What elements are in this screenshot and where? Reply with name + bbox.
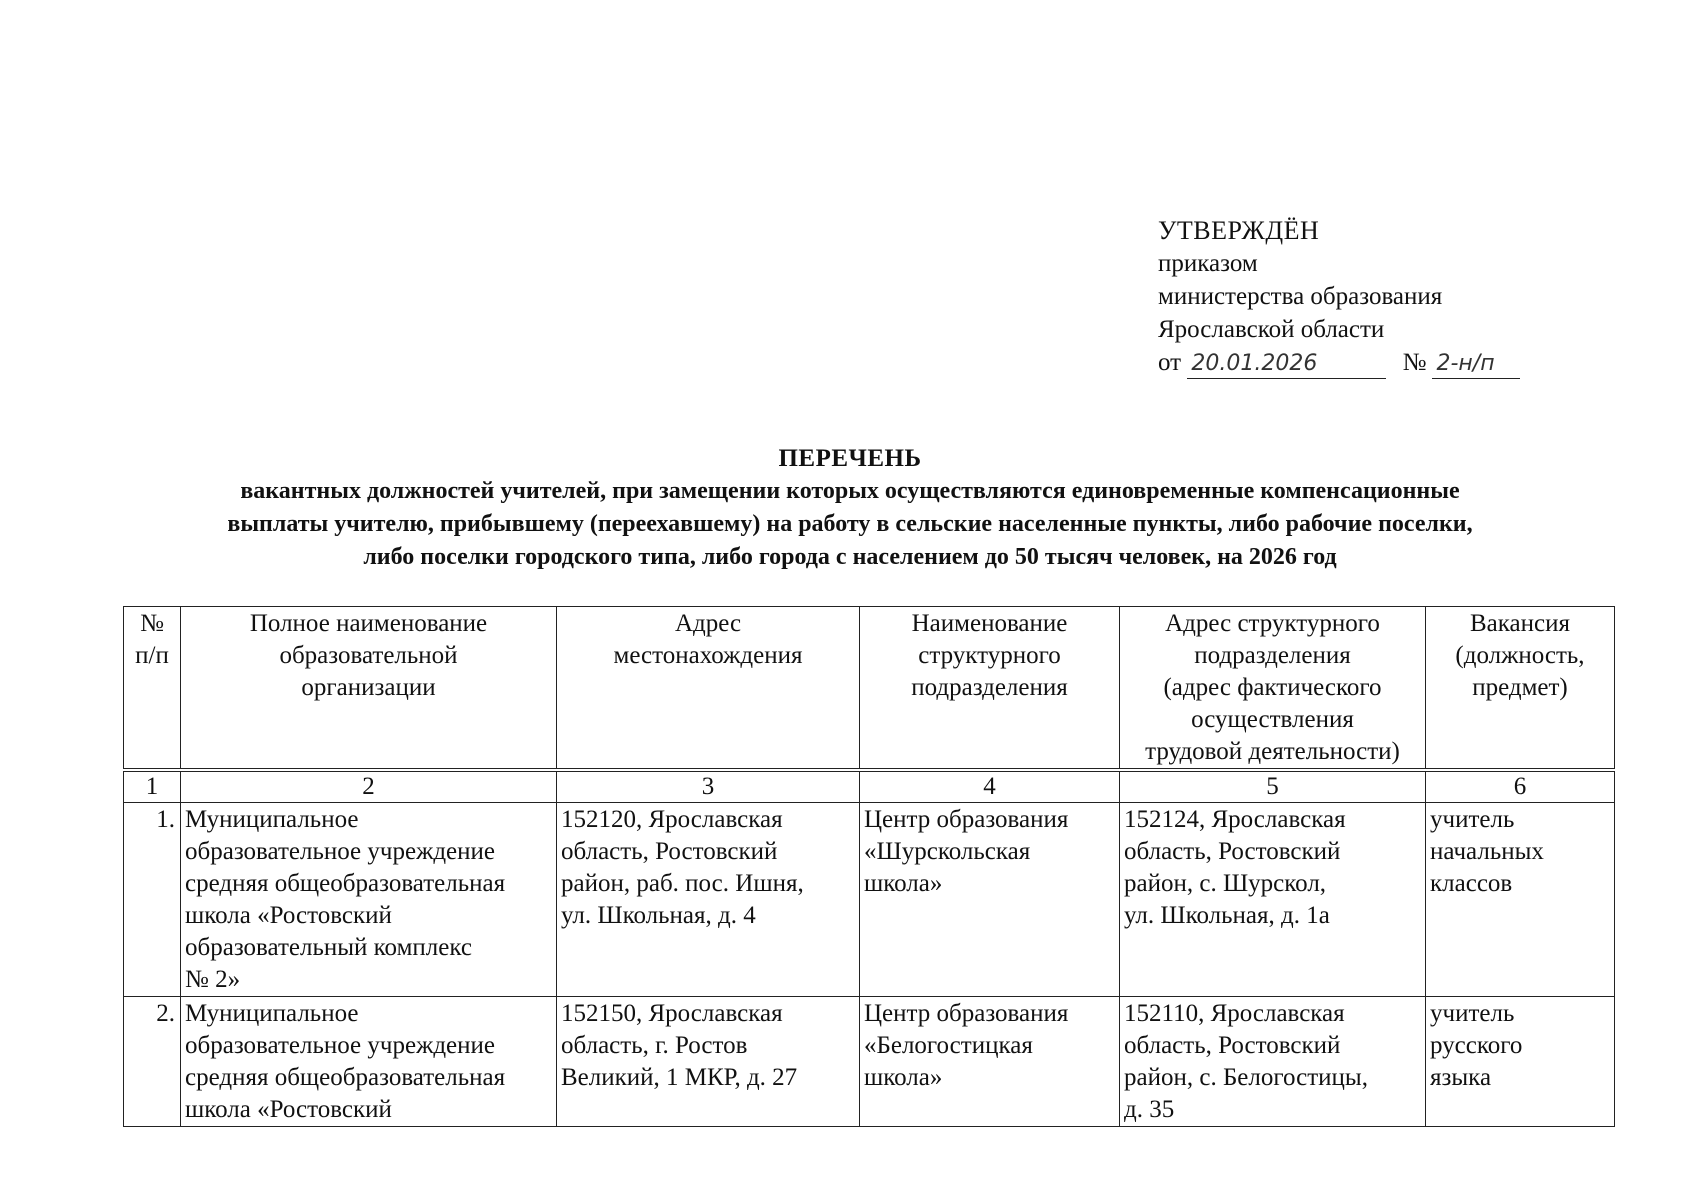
- column-number-row: [124, 770, 1615, 803]
- approval-line-3: Ярославской области: [1158, 316, 1385, 343]
- division-name: Центр образования «Шурскольская школа»: [860, 803, 1120, 997]
- table-header-row: [124, 607, 1615, 771]
- heading-line-1: вакантных должностей учителей, при замещении которых осуществляются единовременные компенсационные: [240, 478, 1460, 504]
- division-name: Центр образования «Белогостицкая школа»: [860, 997, 1120, 1127]
- organization-address: 152150, Ярославская область, г. Ростов Великий, 1 МКР, д. 27: [557, 997, 860, 1127]
- table-row: [124, 803, 1615, 997]
- organization-address: 152120, Ярославская область, Ростовский район, раб. пос. Ишня, ул. Школьная, д. 4: [557, 803, 860, 997]
- column-number: 6: [1426, 770, 1615, 803]
- heading-line-2: выплаты учителю, прибывшему (переехавшему) на работу в сельские населенные пункты, либо рабочие поселки,: [227, 511, 1473, 537]
- header-col-5: Адрес структурного подразделения (адрес фактического осуществления трудовой деятельности): [1120, 607, 1426, 771]
- handwritten-number: 2-н/п: [1432, 350, 1520, 379]
- row-number: 1.: [124, 803, 181, 997]
- column-number: 3: [557, 770, 860, 803]
- column-number: 4: [860, 770, 1120, 803]
- column-number: 2: [181, 770, 557, 803]
- approval-date-line: [1158, 346, 1520, 379]
- header-col-2: Полное наименование образовательной организации: [181, 607, 557, 771]
- header-col-1: № п/п: [124, 607, 181, 771]
- column-number: 1: [124, 770, 181, 803]
- division-address: 152110, Ярославская область, Ростовский район, с. Белогостицы, д. 35: [1120, 997, 1426, 1127]
- organization-name: Муниципальное образовательное учреждение средняя общеобразовательная школа «Ростовский: [181, 997, 557, 1127]
- table-row: [124, 997, 1615, 1127]
- date-prefix: от: [1158, 349, 1182, 376]
- approval-line-1: приказом: [1158, 250, 1258, 277]
- approval-stamp: [1158, 214, 1520, 379]
- column-number: 5: [1120, 770, 1426, 803]
- heading-title: ПЕРЕЧЕНЬ: [778, 445, 922, 472]
- vacancy: учитель русского языка: [1426, 997, 1615, 1127]
- organization-name: Муниципальное образовательное учреждение средняя общеобразовательная школа «Ростовский образовательный комплекс № 2»: [181, 803, 557, 997]
- row-number: 2.: [124, 997, 181, 1127]
- vacancy-table: [123, 606, 1615, 1127]
- heading-line-3: либо поселки городского типа, либо города с населением до 50 тысяч человек, на 2026 год: [363, 544, 1337, 570]
- header-col-6: Вакансия (должность, предмет): [1426, 607, 1615, 771]
- header-col-4: Наименование структурного подразделения: [860, 607, 1120, 771]
- approval-title: УТВЕРЖДЁН: [1158, 216, 1320, 245]
- header-col-3: Адрес местонахождения: [557, 607, 860, 771]
- approval-line-2: министерства образования: [1158, 283, 1443, 310]
- document-heading: [100, 442, 1600, 574]
- vacancy: учитель начальных классов: [1426, 803, 1615, 997]
- division-address: 152124, Ярославская область, Ростовский район, с. Шурскол, ул. Школьная, д. 1а: [1120, 803, 1426, 997]
- handwritten-date: 20.01.2026: [1187, 350, 1386, 379]
- number-sign: №: [1402, 349, 1427, 376]
